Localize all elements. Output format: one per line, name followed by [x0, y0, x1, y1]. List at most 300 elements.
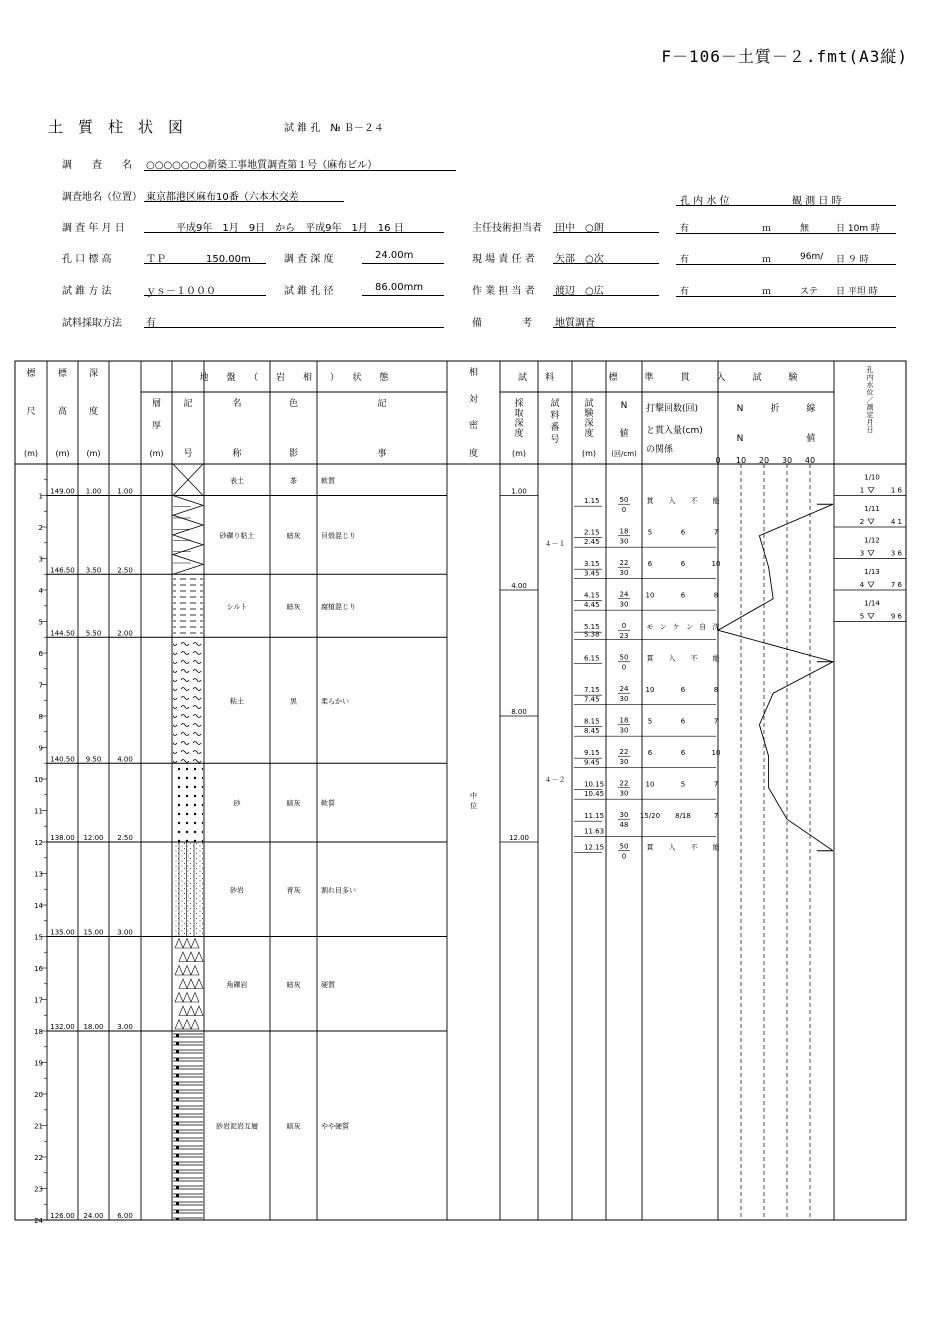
layer-elevation: 146.50: [50, 566, 75, 575]
spt-test-start: 2.15: [584, 528, 600, 537]
n-tick-label: 20: [758, 456, 770, 465]
layer-thickness: 3.00: [117, 1023, 133, 1031]
symbol-triangle: [187, 952, 195, 962]
spt-blow-count: 不: [690, 497, 698, 506]
layer-name: 砂岩泥岩互層: [216, 1122, 258, 1131]
layer-name: 表土: [230, 476, 244, 485]
header-sample-depth: 度: [514, 429, 524, 439]
header-test-depth: 試: [584, 399, 594, 409]
spt-test-end: 8.45: [584, 727, 600, 736]
layer-depth: 12.00: [83, 834, 104, 842]
spt-blow-count: 不: [690, 654, 698, 663]
scale-label: 21: [34, 1122, 43, 1131]
spt-blow-count: ン: [686, 623, 694, 632]
table-text: 値: [619, 429, 629, 439]
n-tick-label: 0: [715, 456, 721, 465]
sampling-value: 有: [146, 318, 156, 329]
layer-name: 砂: [233, 799, 241, 808]
spt-blow-count: 8: [713, 591, 719, 600]
layer-color: 暗灰: [286, 980, 301, 989]
spt-test-end: 5.38: [584, 630, 600, 639]
header-water-col: ／: [866, 396, 874, 404]
spt-n-numerator: 24: [619, 685, 629, 694]
header-sample: 試 料: [517, 373, 555, 383]
symbol-zigzag: [173, 496, 203, 575]
spt-n-numerator: 50: [619, 653, 629, 662]
file-name: F－106－土質－２.fmt(A3縦): [661, 47, 908, 66]
spt-blow-count: 6: [647, 749, 653, 758]
scale-label: 7: [38, 681, 43, 690]
spt-n-numerator: 22: [619, 748, 629, 757]
spt-blow-count: 5: [680, 780, 686, 789]
spt-test-start: 6.15: [584, 654, 600, 663]
header-text: (m): [23, 449, 39, 458]
scale-label: 18: [34, 1028, 43, 1036]
water-level-date: 1/12: [864, 536, 880, 545]
symbol-triangle: [175, 939, 183, 949]
layer-thickness: 4.00: [117, 755, 133, 764]
sample-depth: 8.00: [511, 708, 527, 716]
layer-description: 柔らかい: [321, 697, 349, 706]
scale-label: 16: [34, 965, 43, 973]
layer-name: 砂礫り粘土: [219, 531, 255, 540]
spt-n-numerator: 22: [619, 779, 629, 788]
layer-description: 軟質: [321, 799, 335, 808]
table-text: 影: [288, 449, 299, 459]
header-water-col: 位: [866, 388, 874, 397]
symbol-triangle: [183, 966, 191, 976]
layer-depth: 9.50: [85, 755, 102, 764]
spt-blow-count: 自: [699, 623, 707, 632]
layer-elevation: 126.00: [50, 1212, 75, 1220]
scale-label: 1: [38, 492, 43, 501]
water-level-cell: 有: [680, 224, 690, 234]
header-blows: の関係: [646, 445, 674, 455]
sample-number: ４－２: [544, 776, 566, 784]
water-level-index: 4: [859, 581, 865, 589]
sampling-label: 試料採取方法: [62, 318, 122, 329]
header-blows: と貫入量(cm): [646, 426, 703, 436]
survey-name-value: ○○○○○○○新築工事地質調査第１号（麻布ビル）: [146, 160, 378, 171]
layer-name: シルト: [226, 602, 248, 611]
table-text: 相: [468, 368, 479, 378]
spt-test-end: 9.45: [584, 758, 600, 767]
symbol-triangle: [195, 1006, 203, 1016]
spt-n-numerator: 50: [619, 496, 629, 505]
spt-n-denominator: 30: [619, 600, 629, 609]
header-water-col: 孔: [866, 366, 874, 374]
table-text: (m): [149, 449, 164, 458]
symbol-triangle: [179, 1006, 187, 1016]
water-level-cell: 有: [680, 255, 690, 265]
spt-blow-count: 7: [713, 717, 719, 726]
spt-test-start: 11.15: [584, 812, 605, 821]
layer-name: 角礫岩: [226, 980, 248, 989]
water-level-date: 1/14: [864, 599, 880, 608]
water-level-icon: [868, 488, 874, 493]
sample-depth: 4.00: [511, 582, 527, 590]
spt-test-start: 8.15: [584, 717, 600, 726]
symbol-triangle: [175, 993, 183, 1003]
n-value-line: [718, 504, 833, 850]
header-water-col: 月: [866, 418, 874, 427]
spt-blow-count: 6: [680, 560, 686, 569]
header-n-graph: N 折 線: [736, 404, 816, 414]
layer-description: 貝殻混じり: [321, 531, 356, 540]
water-level-cell: ｍ: [762, 224, 772, 234]
engineer-label: 主任技術担当者: [472, 223, 542, 234]
header-water-col: 水: [866, 381, 874, 389]
water-level-reading: 9 6: [890, 612, 902, 621]
table-text: 記: [377, 399, 387, 409]
header-blows: 打撃回数(回): [646, 404, 699, 414]
table-text: 層: [151, 399, 162, 409]
header-water-col: 日: [866, 426, 874, 434]
water-level-icon: [868, 551, 874, 556]
water-level-index: 3: [859, 549, 865, 558]
symbol-triangle: [191, 939, 199, 949]
water-level-index: 2: [859, 518, 865, 526]
spt-n-denominator: 0: [621, 663, 627, 672]
sample-number: ４－１: [544, 539, 566, 548]
spt-blow-count: 能: [712, 654, 720, 663]
layer-color: 茶: [290, 476, 297, 485]
scale-label: 10: [34, 776, 43, 784]
layer-thickness: 1.00: [117, 487, 133, 496]
remarks-value: 地質調査: [555, 318, 595, 329]
header-text: 深: [88, 369, 99, 379]
water-level-reading: 4 1: [890, 518, 902, 526]
water-level-reading: 7 6: [890, 581, 902, 589]
spt-n-denominator: 0: [621, 506, 627, 515]
scale-label: 2: [38, 524, 43, 532]
layer-color: 暗灰: [286, 531, 301, 540]
water-level-cell: 96m/: [800, 252, 824, 262]
water-level-cell: 日 平坦 時: [836, 287, 878, 297]
header-text: 尺: [26, 407, 36, 417]
header-n-graph: N 値: [736, 434, 816, 444]
spt-blow-count: 6: [647, 560, 653, 569]
symbol-triangle: [179, 952, 187, 962]
spt-n-denominator: 30: [619, 726, 629, 735]
spt-test-end: 10.45: [584, 790, 605, 799]
spt-blow-count: 6: [680, 591, 686, 600]
scale-label: 12: [34, 839, 43, 847]
header-test-depth: 験: [584, 409, 594, 419]
scale-label: 23: [34, 1185, 43, 1194]
diameter-value: 86.00mm: [375, 282, 424, 293]
density-text: 中: [470, 791, 477, 800]
layer-description: 割れ目多い: [321, 886, 356, 895]
scale-label: 15: [34, 933, 43, 942]
spt-blow-count: 不: [690, 843, 698, 852]
spt-blow-count: 10: [645, 686, 655, 695]
layer-elevation: 135.00: [50, 928, 75, 937]
spt-test-end: 2.45: [584, 538, 600, 547]
spt-test-start: 1.15: [584, 497, 600, 506]
table-text: 厚: [151, 421, 162, 431]
spt-n-numerator: 0: [621, 622, 627, 631]
table-text: 号: [183, 449, 193, 459]
water-level-reading: 1 6: [890, 486, 902, 495]
scale-label: 14: [34, 902, 43, 910]
scale-label: 4: [38, 587, 43, 595]
document-title: 土 質 柱 状 図: [48, 118, 184, 136]
symbol-sand: [173, 763, 203, 842]
layer-color: 暗灰: [286, 1122, 301, 1131]
layer-elevation: 138.00: [50, 834, 75, 842]
symbol-clay: [173, 637, 203, 763]
spt-blow-count: 10: [711, 560, 721, 569]
table-frame: [15, 361, 906, 1220]
layer-thickness: 2.50: [117, 834, 133, 842]
symbol-triangle: [175, 966, 183, 976]
spt-test-end: 7.45: [584, 695, 600, 704]
layer-description: 硬質: [321, 980, 335, 989]
scale-label: 24: [34, 1217, 43, 1225]
scale-label: 8: [38, 713, 43, 721]
density-text: 位: [470, 801, 477, 810]
spt-n-numerator: 18: [619, 527, 629, 536]
spt-blow-count: 8/18: [675, 812, 691, 821]
header-text: 高: [57, 407, 68, 417]
spt-blow-count: 能: [712, 497, 720, 506]
spt-blow-count: 能: [712, 843, 720, 852]
water-level-label: 孔 内 水 位: [680, 196, 730, 207]
scale-label: 5: [38, 618, 43, 627]
layer-elevation: 149.00: [50, 487, 75, 496]
spt-blow-count: 5: [647, 528, 653, 537]
water-level-date: 1/13: [864, 568, 880, 576]
spt-n-numerator: 22: [619, 559, 629, 568]
spt-n-denominator: 23: [619, 632, 629, 641]
table-text: 記: [183, 399, 193, 409]
table-text: 対: [468, 395, 479, 405]
sample-depth: 1.00: [511, 487, 527, 496]
table-text: 密: [468, 421, 479, 431]
spt-blow-count: 入: [668, 497, 676, 506]
table-text: N: [620, 401, 628, 411]
spt-n-denominator: 30: [619, 537, 629, 546]
scale-label: 9: [38, 744, 43, 753]
header-sample-no: 試: [550, 399, 560, 409]
sample-depth: 12.00: [508, 834, 530, 842]
spt-test-start: 4.15: [584, 591, 600, 600]
scale-label: 19: [34, 1059, 43, 1068]
spt-test-start: 3.15: [584, 560, 600, 569]
spt-blow-count: 7: [713, 780, 719, 789]
site-manager-value: 矢部 ○次: [555, 254, 604, 265]
water-level-index: 5: [859, 612, 865, 621]
layer-thickness: 2.50: [117, 566, 133, 575]
water-level-icon: [868, 582, 874, 587]
header-sample-no: 料: [550, 411, 560, 421]
spt-n-denominator: 30: [619, 695, 629, 704]
remarks-label: 備 考: [472, 318, 532, 329]
header-test-depth: 度: [584, 429, 594, 439]
table-text: (m): [581, 449, 597, 458]
layer-name: 砂岩: [230, 886, 244, 895]
operator-value: 渡辺 ○広: [555, 286, 604, 297]
header-sample-no: 番: [550, 423, 560, 433]
water-obs-label: 観 測 日 時: [792, 196, 842, 207]
survey-name-label: 調 査 名: [62, 160, 132, 171]
water-level-icon: [868, 519, 874, 524]
spt-blow-count: 入: [668, 843, 676, 852]
table-text: 色: [288, 399, 299, 409]
symbol-silt: [173, 574, 203, 637]
n-tick-label: 30: [781, 456, 793, 465]
layer-depth: 1.00: [85, 487, 102, 496]
layer-description: やや硬質: [321, 1122, 349, 1131]
scale-label: 6: [38, 650, 43, 658]
table-text: (回/cm): [611, 450, 637, 458]
spt-blow-count: モ: [646, 623, 654, 632]
spt-blow-count: 8: [713, 686, 719, 695]
table-text: (m): [511, 449, 527, 458]
water-level-icon: [868, 614, 874, 619]
header-sample-depth: 深: [514, 419, 524, 429]
layer-elevation: 144.50: [50, 629, 75, 638]
water-level-reading: 3 6: [890, 549, 902, 558]
symbol-triangle: [175, 1020, 183, 1030]
spt-n-numerator: 50: [619, 842, 629, 851]
spt-test-end: 4.45: [584, 601, 600, 610]
table-text: 名: [232, 399, 242, 409]
table-text: 称: [232, 449, 242, 459]
spt-n-denominator: 30: [619, 789, 629, 798]
spt-blow-count: 10: [645, 591, 655, 600]
spt-test-start: 12.15: [584, 843, 605, 852]
spt-blow-count: 貫: [646, 843, 654, 852]
scale-label: 17: [34, 996, 43, 1005]
scale-label: 13: [34, 870, 43, 879]
spt-blow-count: 貫: [646, 497, 654, 506]
spt-blow-count: 10: [711, 749, 721, 758]
spt-test-end: 11.63: [584, 827, 605, 836]
survey-date-label: 調 査 年 月 日: [62, 223, 125, 234]
engineer-value: 田中 ○朗: [555, 223, 604, 234]
layer-description: 腐植混じり: [321, 602, 356, 611]
layer-thickness: 2.00: [117, 629, 133, 638]
spt-n-denominator: 48: [619, 821, 629, 830]
spt-blow-count: 6: [680, 717, 686, 726]
symbol-sandstone: [173, 842, 203, 937]
header-text: 度: [88, 407, 99, 417]
spt-n-denominator: 30: [619, 758, 629, 767]
spt-blow-count: ン: [659, 623, 667, 632]
layer-color: 青灰: [286, 886, 301, 895]
header-sample-depth: 取: [514, 409, 524, 419]
spt-blow-count: 7: [713, 528, 719, 537]
operator-label: 作 業 担 当 者: [472, 286, 535, 297]
symbol-bands: [173, 1031, 203, 1220]
table-text: 度: [468, 449, 479, 459]
spt-test-start: 5.15: [584, 623, 600, 632]
spt-test-start: 7.15: [584, 686, 600, 695]
symbol-triangle: [191, 993, 199, 1003]
symbol-triangle: [183, 993, 191, 1003]
spt-blow-count: 5: [647, 717, 653, 726]
method-value: ｙｓ－１０００: [146, 286, 216, 297]
elevation-value: ＴＰ 150.00m: [146, 254, 251, 265]
layer-thickness: 3.00: [117, 928, 133, 937]
scale-label: 22: [34, 1154, 43, 1162]
table-text: 事: [377, 449, 387, 459]
spt-test-end: 3.45: [584, 569, 600, 578]
symbol-triangle: [183, 1020, 191, 1030]
water-level-cell: ｍ: [762, 255, 772, 265]
water-level-cell: 日 ９ 時: [836, 255, 869, 265]
n-tick-label: 10: [735, 456, 747, 465]
symbol-triangle: [191, 1020, 199, 1030]
spt-n-denominator: 30: [619, 569, 629, 578]
spt-n-numerator: 24: [619, 590, 629, 599]
elevation-label: 孔 口 標 高: [62, 254, 112, 265]
site-manager-label: 現 場 責 任 者: [472, 254, 535, 265]
header-spt: 標 準 貫 入 試 験: [608, 373, 798, 383]
layer-name: 粘土: [230, 697, 244, 706]
symbol-triangle: [191, 966, 199, 976]
layer-color: 黒: [290, 697, 297, 706]
layer-elevation: 132.00: [50, 1023, 75, 1031]
symbol-triangle: [187, 1006, 195, 1016]
header-text: 標: [57, 369, 68, 379]
spt-test-start: 9.15: [584, 749, 600, 758]
symbol-triangle: [179, 979, 187, 989]
layer-elevation: 140.50: [50, 755, 75, 764]
depth-label: 調 査 深 度: [284, 254, 334, 265]
symbol-triangle: [195, 979, 203, 989]
spt-blow-count: 貫: [646, 654, 654, 663]
spt-n-denominator: 0: [621, 852, 627, 861]
spt-n-numerator: 18: [619, 716, 629, 725]
header-sample-no: 号: [550, 435, 560, 445]
header-text: (m): [55, 449, 70, 458]
layer-color: 暗灰: [286, 602, 301, 611]
water-level-cell: ステ: [800, 287, 818, 297]
header-test-depth: 深: [584, 419, 594, 429]
spt-blow-count: 入: [668, 654, 676, 663]
header-text: (m): [86, 449, 101, 458]
scale-label: 20: [34, 1091, 43, 1099]
layer-color: 暗灰: [286, 799, 301, 808]
scale-label: 3: [38, 555, 43, 564]
method-label: 試 錐 方 法: [62, 286, 112, 297]
layer-depth: 15.00: [83, 928, 104, 937]
water-level-index: 1: [859, 486, 865, 495]
water-level-date: 1/10: [864, 473, 880, 482]
survey-date-value: 平成9年 1月 9日 から 平成9年 1月 16 日: [176, 223, 404, 234]
layer-depth: 24.00: [83, 1212, 104, 1220]
spt-test-start: 10.15: [584, 780, 605, 789]
diameter-label: 試 錐 孔 径: [284, 286, 334, 297]
spt-blow-count: 沈: [712, 623, 720, 632]
symbol-triangle: [195, 952, 203, 962]
depth-value: 24.00m: [375, 250, 414, 261]
spt-blow-count: 6: [680, 686, 686, 695]
spt-blow-count: 10: [645, 780, 655, 789]
symbol-triangle: [183, 939, 191, 949]
symbol-triangle: [187, 979, 195, 989]
location-value: 東京都港区麻布10番（六本木交差: [146, 192, 299, 203]
hole-number: 試 錐 孔 № Ｂ－２４: [284, 123, 384, 134]
n-tick-label: 40: [804, 456, 816, 465]
location-label: 調査地名（位置）: [62, 192, 142, 203]
layer-depth: 5.50: [85, 629, 102, 638]
water-level-date: 1/11: [864, 505, 880, 513]
spt-n-numerator: 30: [619, 811, 629, 820]
